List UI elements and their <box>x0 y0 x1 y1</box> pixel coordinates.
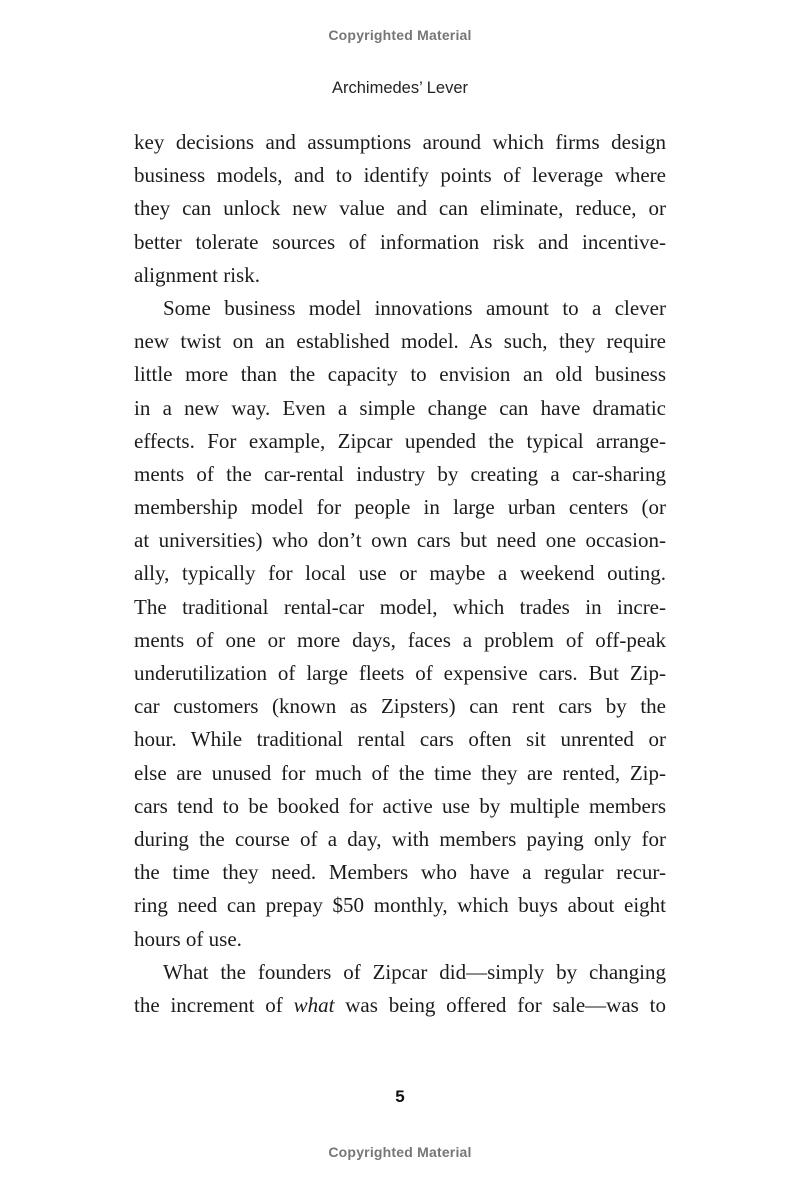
text-line: effects. For example, Zipcar upended the typical arrange- <box>134 428 666 453</box>
text-line: cars tend to be booked for active use by multiple members <box>134 793 666 818</box>
text-line: business models, and to identify points of leverage where <box>134 163 666 188</box>
text-line: What the founders of Zipcar did—simply by changing <box>163 959 666 984</box>
text-line: new twist on an established model. As such, they require <box>134 329 666 354</box>
text-line: key decisions and assumptions around which firms design <box>134 130 666 154</box>
text-line: they can unlock new value and can eliminate, reduce, or <box>134 196 666 221</box>
text-line: ally, typically for local use or maybe a weekend outing. <box>134 561 666 586</box>
text-line: The traditional rental-car model, which trades in incre- <box>134 594 666 619</box>
paragraph-3 <box>134 956 666 1022</box>
text-line: the time they need. Members who have a regular recur- <box>134 860 666 885</box>
text-line: underutilization of large fleets of expensive cars. But Zip- <box>134 661 666 685</box>
text-line: during the course of a day, with members paying only for <box>134 826 666 851</box>
text-line: the increment of what was being offered for sale—was to <box>134 992 666 1017</box>
body-text <box>134 126 666 1022</box>
text-line: in a new way. Even a simple change can have dramatic <box>134 395 666 420</box>
text-line: little more than the capacity to envision an old business <box>134 362 666 387</box>
page-number: 5 <box>395 1087 405 1106</box>
text-line: hour. While traditional rental cars often sit unrented or <box>134 727 666 752</box>
text-line: better tolerate sources of information risk and incentive- <box>134 229 666 254</box>
text-line: Some business model innovations amount to a clever <box>163 295 666 320</box>
text-line: car customers (known as Zipsters) can rent cars by the <box>134 694 666 719</box>
text-line: ments of the car-rental industry by creating a car-sharing <box>134 461 666 486</box>
running-head: Archimedes’ Lever <box>331 79 469 97</box>
text-line: hours of use. <box>134 926 242 951</box>
paragraph-1 <box>134 126 666 292</box>
copyright-notice-bottom: Copyrighted Material <box>328 1144 472 1160</box>
text-line: ments of one or more days, faces a problem of off-peak <box>134 627 666 652</box>
text-line: ring need can prepay $50 monthly, which buys about eight <box>134 893 666 918</box>
text-line: at universities) who don’t own cars but need one occasion- <box>134 528 666 553</box>
paragraph-2 <box>134 292 666 956</box>
text-line: alignment risk. <box>134 262 260 287</box>
text-line: membership model for people in large urban centers (or <box>134 495 666 520</box>
text-line: else are unused for much of the time they are rented, Zip- <box>134 760 666 785</box>
copyright-notice-top: Copyrighted Material <box>328 27 472 43</box>
